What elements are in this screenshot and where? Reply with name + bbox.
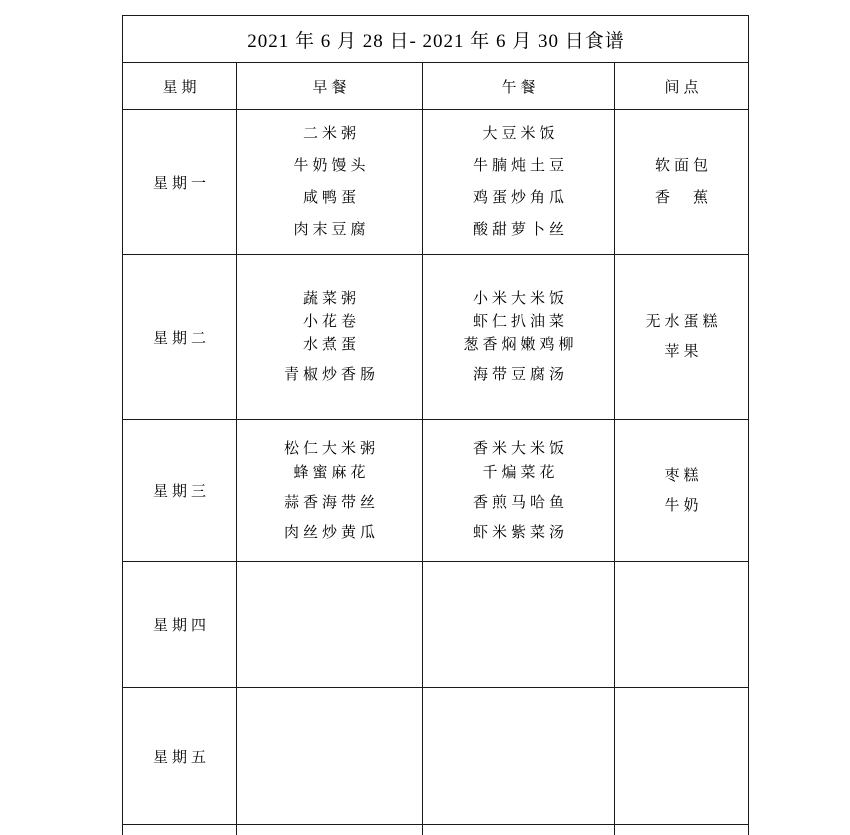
dish-item: 香米大米饭 [472, 440, 568, 457]
table-row-thursday [123, 562, 749, 688]
title-row [123, 16, 749, 63]
dish-item: 肉丝炒黄瓜 [283, 524, 379, 541]
lunch-cell [423, 110, 615, 255]
snack-cell [615, 110, 749, 255]
header-cell-snack: 间点 [615, 63, 749, 110]
dish-item: 二米粥 [302, 126, 360, 142]
dish-item: 葱香焖嫩鸡柳 [463, 337, 578, 353]
dish-item: 小米大米饭 [472, 291, 568, 307]
dish-item: 鸡蛋炒角瓜 [472, 190, 568, 206]
dish-item: 香煎马哈鱼 [472, 494, 568, 511]
dish-item: 青椒炒香肠 [283, 367, 379, 383]
breakfast-cell [237, 420, 423, 562]
dish-item: 虾米紫菜汤 [472, 524, 568, 541]
snack-cell [615, 255, 749, 420]
dish-item: 松仁大米粥 [283, 440, 379, 457]
dish-item: 香 蕉 [655, 190, 713, 206]
header-cell-day: 星期 [123, 63, 237, 110]
dish-item: 蔬菜粥 [302, 291, 360, 307]
header-cell-breakfast: 早餐 [237, 63, 423, 110]
table-row-tuesday [123, 255, 749, 420]
table-row-friday [123, 688, 749, 825]
lunch-cell [423, 255, 615, 420]
dish-item: 海带豆腐汤 [472, 367, 568, 383]
dish-item: 无水蛋糕 [645, 314, 722, 330]
breakfast-cell [237, 110, 423, 255]
lunch-cell [423, 562, 615, 688]
header-cell-lunch: 午餐 [423, 63, 615, 110]
day-cell: 星期三 [123, 420, 237, 562]
dish-item: 苹果 [664, 344, 703, 360]
day-cell: 星期一 [123, 110, 237, 255]
dish-item: 软面包 [655, 158, 713, 174]
dish-item: 蜂蜜麻花 [293, 464, 370, 481]
snack-cell [615, 420, 749, 562]
lunch-cell [423, 688, 615, 825]
header-row [123, 63, 749, 110]
day-cell: 星期四 [123, 562, 237, 688]
lunch-cell [423, 825, 615, 835]
dish-item: 大豆米饭 [482, 126, 559, 142]
day-cell: 星期五 [123, 688, 237, 825]
table-row-clipped [123, 825, 749, 835]
dish-item: 牛奶 [664, 497, 703, 514]
dish-item: 水煮蛋 [302, 337, 360, 353]
breakfast-cell [237, 562, 423, 688]
dish-item: 牛奶馒头 [293, 158, 370, 174]
snack-cell [615, 825, 749, 835]
breakfast-cell [237, 688, 423, 825]
day-cell [123, 825, 237, 835]
menu-table [122, 15, 749, 835]
dish-item: 虾仁扒油菜 [472, 314, 568, 330]
table-row-monday [123, 110, 749, 255]
breakfast-cell [237, 825, 423, 835]
dish-item: 酸甜萝卜丝 [472, 222, 568, 238]
dish-item: 蒜香海带丝 [283, 494, 379, 511]
dish-item: 千煸菜花 [482, 464, 559, 481]
lunch-cell [423, 420, 615, 562]
breakfast-cell [237, 255, 423, 420]
menu-title: 2021 年 6 月 28 日- 2021 年 6 月 30 日食谱 [123, 16, 749, 63]
dish-item: 肉末豆腐 [293, 222, 370, 238]
dish-item: 小花卷 [302, 314, 360, 330]
dish-item: 咸鸭蛋 [302, 190, 360, 206]
dish-item: 牛腩炖土豆 [472, 158, 568, 174]
dish-item: 枣糕 [664, 467, 703, 484]
snack-cell [615, 688, 749, 825]
day-cell: 星期二 [123, 255, 237, 420]
snack-cell [615, 562, 749, 688]
table-row-wednesday [123, 420, 749, 562]
